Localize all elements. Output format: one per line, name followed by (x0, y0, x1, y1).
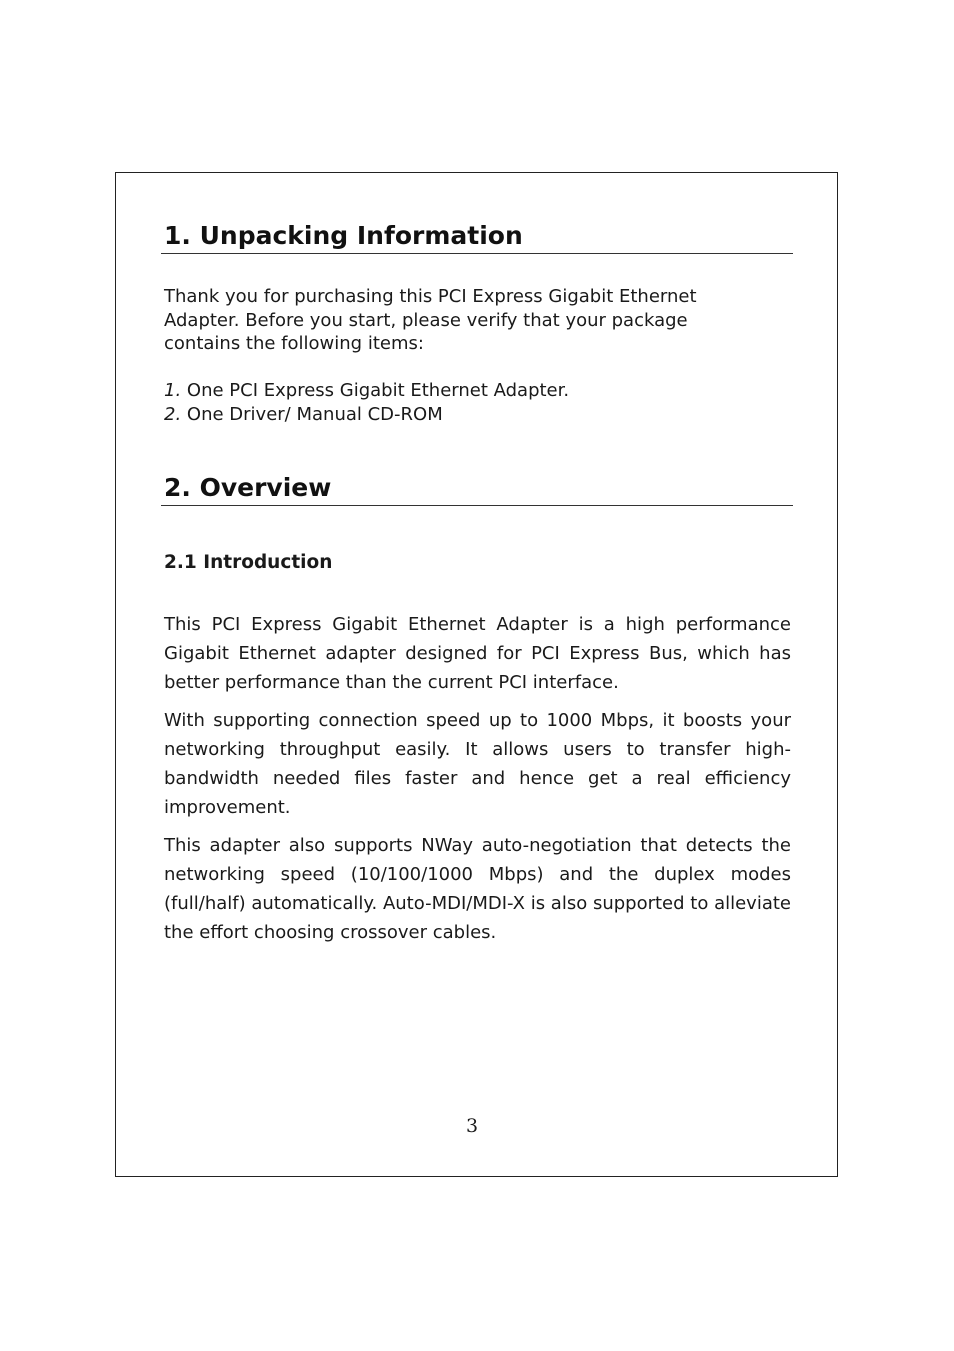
item-text: One Driver/ Manual CD-ROM (186, 403, 443, 425)
intro-line: contains the following items: (164, 333, 424, 354)
package-items-list (164, 379, 791, 426)
section-heading-overview: 2. Overview (164, 473, 332, 502)
page-number: 3 (465, 1115, 479, 1137)
heading-underline (161, 505, 793, 506)
item-number: 1. (164, 380, 182, 401)
overview-paragraph: This PCI Express Gigabit Ethernet Adapter is a high performance Gigabit Ethernet adapter designed for PCI Express Bus, which has better performance than the current PCI interface. (164, 614, 791, 693)
intro-line: Thank you for purchasing this PCI Express Gigabit Ethernet (164, 286, 697, 307)
item-number: 2. (164, 403, 182, 425)
list-item (164, 403, 791, 427)
overview-paragraph: This adapter also supports NWay auto-negotiation that detects the networking speed (10/100/1000 Mbps) and the duplex modes (full/half) automatically. Auto-MDI/MDI-X is also supported to alleviate the effort choosing crossover cables. (164, 835, 791, 943)
section-heading-unpacking: 1. Unpacking Information (164, 221, 523, 250)
subsection-heading-introduction: 2.1 Introduction (164, 552, 333, 573)
item-text: One PCI Express Gigabit Ethernet Adapter. (186, 380, 570, 401)
overview-paragraph: With supporting connection speed up to 1000 Mbps, it boosts your networking throughput easily. It allows users to transfer high-bandwidth needed files faster and hence get a real efficiency improvement. (164, 710, 791, 818)
unpacking-intro (164, 285, 791, 356)
intro-line: Adapter. Before you start, please verify that your package (164, 309, 688, 331)
heading-underline (161, 253, 793, 254)
list-item (164, 379, 791, 403)
